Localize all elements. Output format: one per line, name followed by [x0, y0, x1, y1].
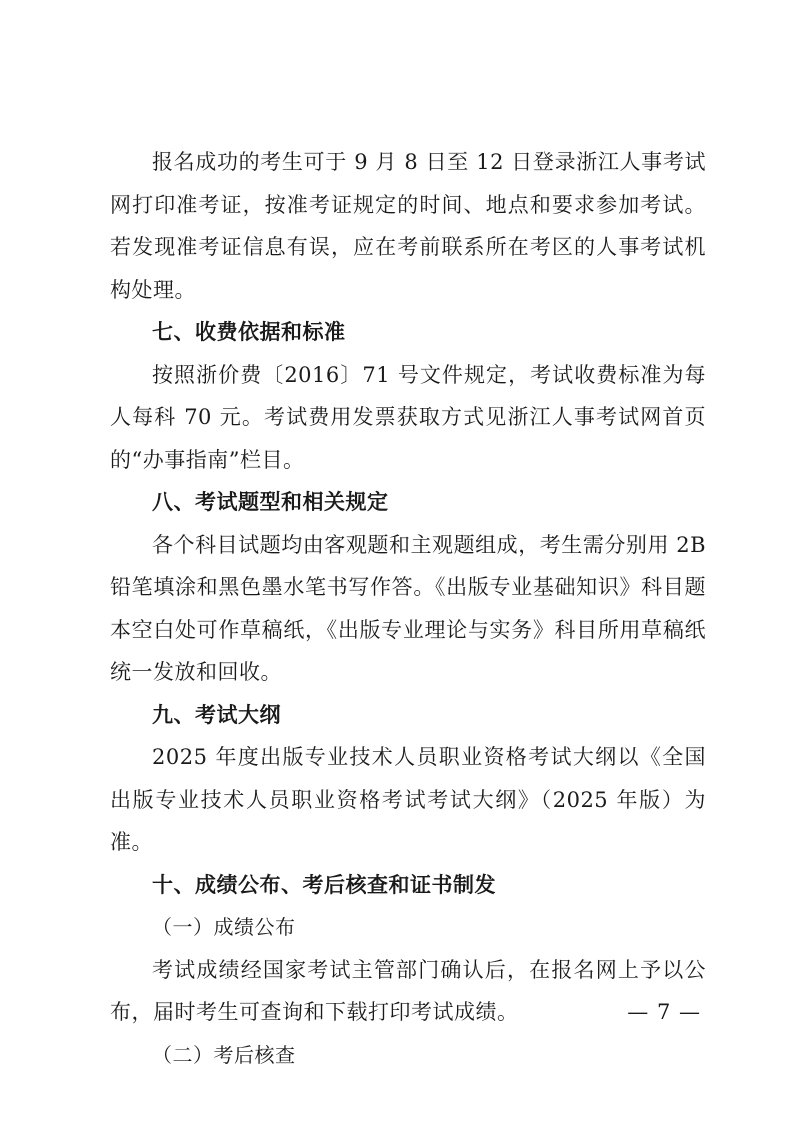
paragraph-fees: 按照浙价费〔2016〕71 号文件规定，考试收费标准为每人每科 70 元。考试费用发票获取方式见浙江人事考试网首页的“办事指南”栏目。	[110, 362, 706, 472]
paragraph-admission-ticket: 报名成功的考生可于 9 月 8 日至 12 日登录浙江人事考试网打印准考证，按准考证规定的时间、地点和要求参加考试。若发现准考证信息有误，应在考前联系所在考区的人事考试机构处理。	[110, 150, 706, 302]
subsection-heading-results: （一）成绩公布	[152, 915, 296, 939]
paragraph-results: 考试成绩经国家考试主管部门确认后，在报名网上予以公布，届时考生可查询和下载打印考试成绩。	[110, 957, 706, 1024]
section-heading-7: 七、收费依据和标准	[152, 320, 346, 344]
section-heading-10: 十、成绩公布、考后核查和证书制发	[152, 872, 496, 897]
page-number: — 7 —	[627, 1000, 701, 1024]
paragraph-question-types: 各个科目试题均由客观题和主观题组成，考生需分别用 2B 铅笔填涂和黑色墨水笔书写作答。《出版专业基础知识》科目题本空白处可作草稿纸，《出版专业理论与实务》科目所用草稿纸统一发放和回收。	[110, 532, 706, 684]
paragraph-syllabus: 2025 年度出版专业技术人员职业资格考试大纲以《全国出版专业技术人员职业资格考试考试大纲》（2025 年版）为准。	[110, 745, 706, 854]
section-heading-8: 八、考试题型和相关规定	[152, 490, 389, 514]
document-body	[110, 141, 706, 1076]
subsection-heading-review: （二）考后核查	[152, 1042, 296, 1067]
section-heading-9: 九、考试大纲	[152, 702, 281, 727]
